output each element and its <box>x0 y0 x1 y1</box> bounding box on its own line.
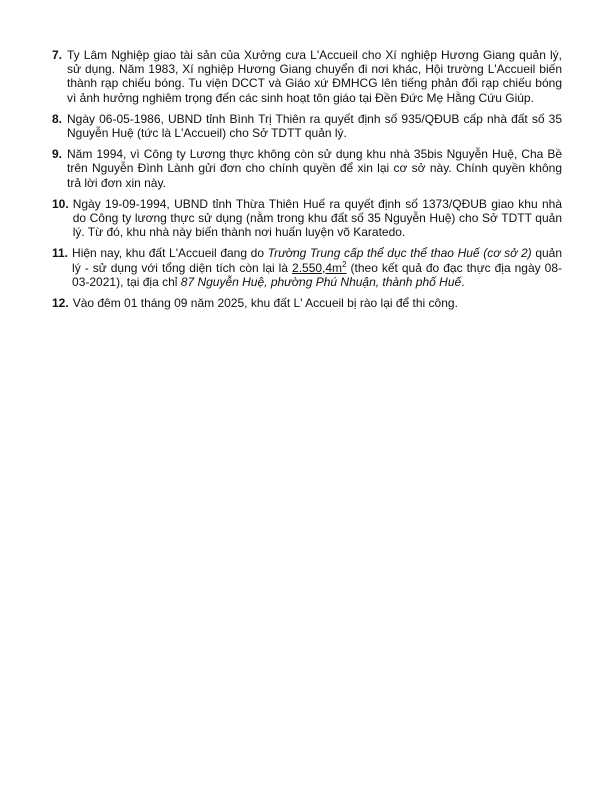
item-number: 7. <box>52 48 63 62</box>
item-text-part: . <box>461 274 465 289</box>
item-text: Năm 1994, vì Công ty Lương thực không còn sử dụng khu nhà 35bis Nguyễn Huệ, Cha Bề trên Nguyễn Đình Lành gửi đơn cho chính quyền để xin lại cơ sở này. Chính quyền không trả lời đơn xin này. <box>67 147 562 190</box>
area-superscript: 2 <box>342 259 347 269</box>
item-number: 9. <box>52 147 63 162</box>
list-item-10 <box>52 197 562 240</box>
school-name: Trường Trung cấp thể dục thể thao Huế (cơ sở 2) <box>267 246 532 261</box>
item-number: 8. <box>52 111 63 126</box>
item-text-part: quản lý - sử dụng với tổng diện tích còn lại là <box>72 246 563 275</box>
item-text-part: Hiện nay, khu đất L'Accueil đang do <box>72 246 268 261</box>
area-value <box>292 261 347 275</box>
area-number: 2.550,4m <box>292 260 343 275</box>
item-number: 10. <box>52 196 69 211</box>
address: 87 Nguyễn Huệ, phường Phú Nhuận, thành phố Huế <box>180 274 462 289</box>
item-text: Ngày 06-05-1986, UBND tỉnh Bình Trị Thiên ra quyết định số 935/QĐUB cấp nhà đất số 35 Nguyễn Huệ (tức là L'Accueil) cho Sở TDTT quản lý. <box>67 111 562 141</box>
item-text: Vào đêm 01 tháng 09 năm 2025, khu đất L' Accueil bị rào lại để thi công. <box>72 296 458 311</box>
item-number: 11. <box>52 246 69 261</box>
item-text: Ngày 19-09-1994, UBND tỉnh Thừa Thiên Huế ra quyết định số 1373/QĐUB giao khu nhà do Công ty lương thực sử dụng (nằm trong khu đất số 35 Nguyễn Huệ) cho Sở TDTT quản lý. Từ đó, khu nhà này biến thành nơi huấn luyện võ Karatedo. <box>72 196 562 240</box>
item-number: 12. <box>52 296 69 311</box>
item-text-part: (theo kết quả đo đạc thực địa ngày 08-03-2021), tại địa chỉ <box>72 260 562 289</box>
list-item-12 <box>52 296 562 310</box>
item-text <box>72 246 562 289</box>
list-item-8 <box>52 112 562 140</box>
item-text: Ty Lâm Nghiệp giao tài sản của Xưởng cưa L'Accueil cho Xí nghiệp Hương Giang quản lý, sử dụng. Năm 1983, Xí nghiệp Hương Giang chuyển đi nơi khác, Hội trường L'Accueil biến thành rạp chiếu bóng. Tu viện DCCT và Giáo xứ ĐMHCG lên tiếng phản đối rạp chiếu bóng vì ảnh hưởng nghiêm trọng đến các sinh hoạt tôn giáo tại Đền Đức Mẹ Hằng Cứu Giúp. <box>67 48 562 105</box>
list-item-9 <box>52 147 562 190</box>
list-item-11 <box>52 246 562 289</box>
document-page <box>52 48 562 317</box>
list-item-7 <box>52 48 562 105</box>
